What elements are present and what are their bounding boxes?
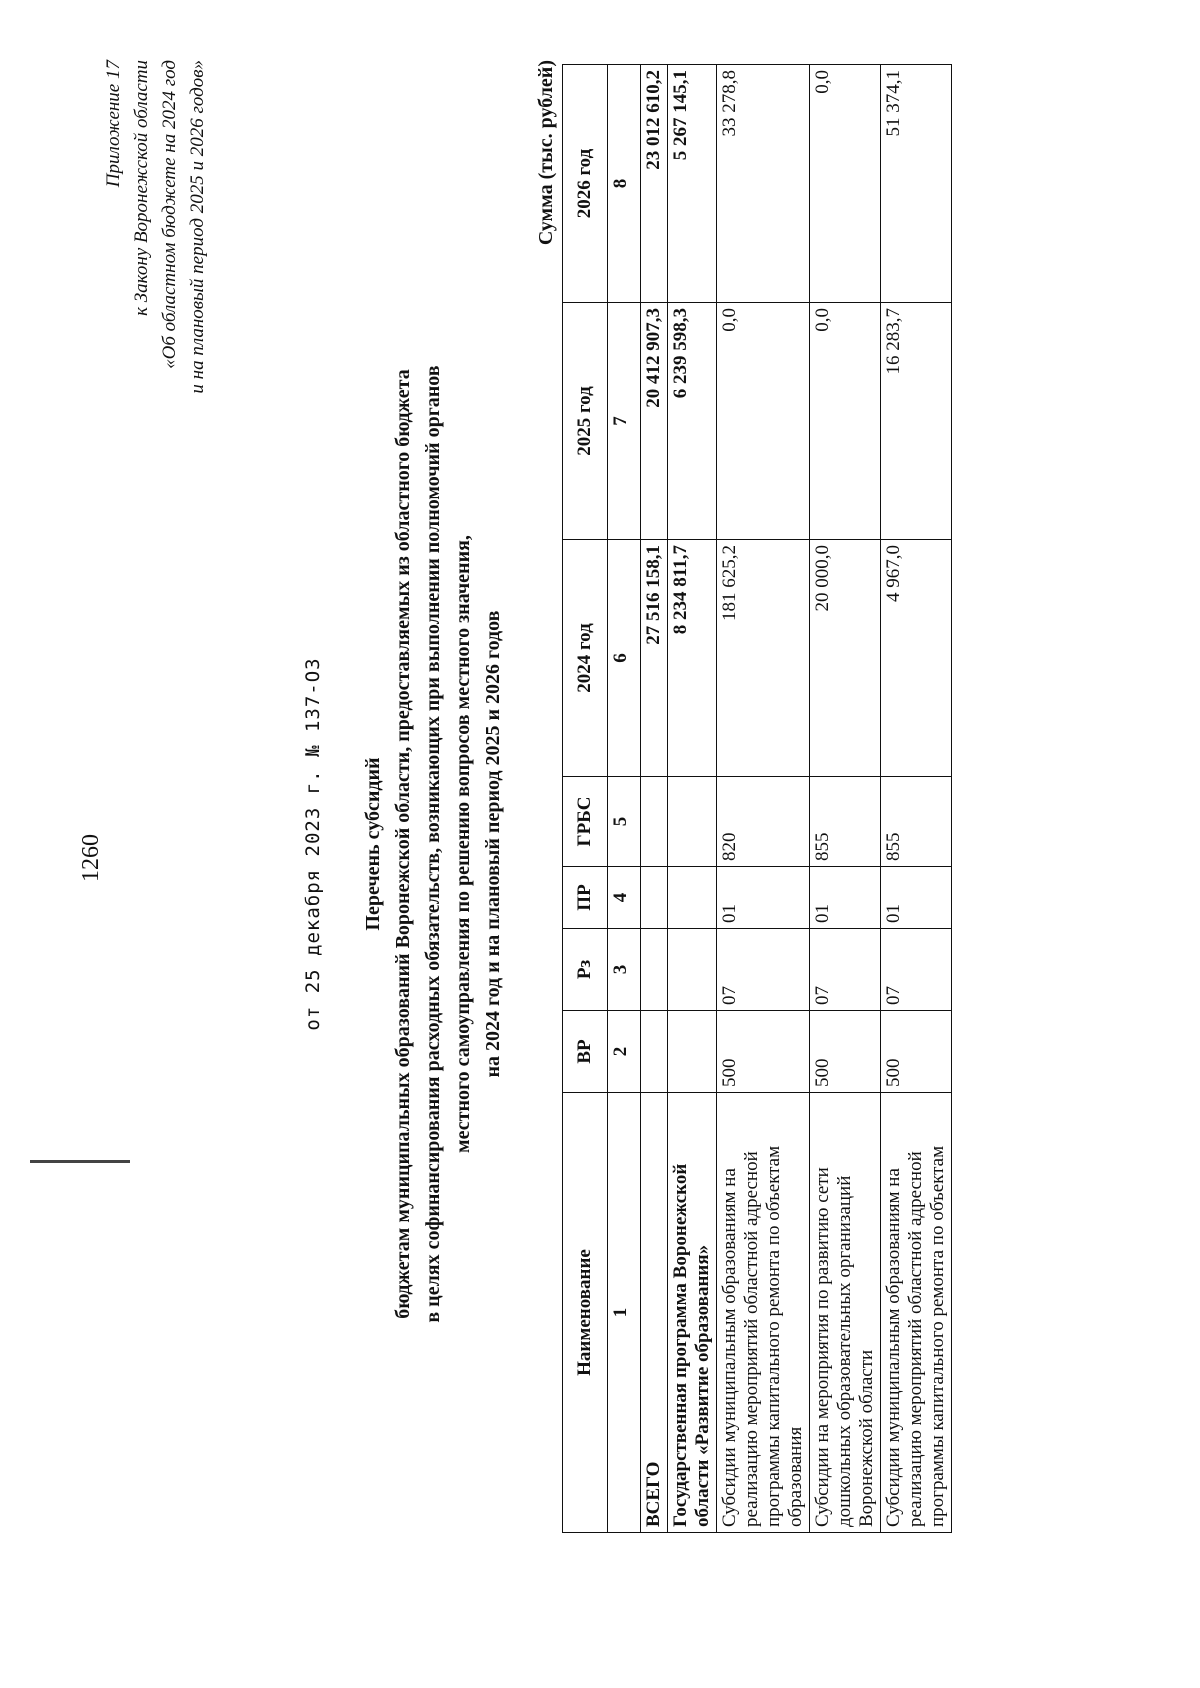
appendix-line-1: Приложение 17 — [103, 60, 124, 188]
row-name: Государственная программа Воронежской области «Развитие образования» — [668, 1093, 717, 1533]
header-name: Наименование — [563, 1093, 608, 1533]
title-line-2: бюджетам муниципальных образований Воронежской области, предоставляемых из областного бюджета — [392, 369, 414, 1319]
header-grbs: ГРБС — [563, 777, 608, 867]
row-amount-2026: 33 278,8 — [717, 65, 810, 303]
table-row — [881, 65, 952, 1533]
row-amount-2025: 20 412 907,3 — [641, 303, 668, 540]
row-vr — [641, 1011, 668, 1093]
row-amount-2025: 6 239 598,3 — [668, 303, 717, 540]
table-row-program — [668, 65, 717, 1533]
row-name: Субсидии муниципальным образованиям на реализацию мероприятий областной адресной программы капитального ремонта по объектам образования — [717, 1093, 810, 1533]
row-amount-2024: 4 967,0 — [881, 540, 952, 777]
title-line-5: на 2024 год и на плановый период 2025 и 2026 годов — [482, 610, 504, 1078]
header-row — [563, 65, 608, 1533]
column-number-row — [608, 65, 641, 1533]
title-line-3: в целях софинансирования расходных обязательств, возникающих при выполнении полномочий органов — [422, 365, 444, 1323]
row-amount-2025: 16 283,7 — [881, 303, 952, 540]
row-vr: 500 — [881, 1011, 952, 1093]
row-amount-2025: 0,0 — [717, 303, 810, 540]
title-line-4: местного самоуправления по решению вопросов местного значения, — [452, 535, 474, 1153]
header-rz: Рз — [563, 929, 608, 1011]
table-row — [717, 65, 810, 1533]
row-pr: 01 — [810, 867, 881, 929]
document-title — [358, 0, 508, 1688]
header-2025: 2025 год — [563, 303, 608, 540]
header-vr: ВР — [563, 1011, 608, 1093]
col-number: 4 — [608, 867, 641, 929]
row-pr: 01 — [717, 867, 810, 929]
header-pr: ПР — [563, 867, 608, 929]
row-grbs: 855 — [881, 777, 952, 867]
row-amount-2026: 0,0 — [810, 65, 881, 303]
row-vr: 500 — [810, 1011, 881, 1093]
row-amount-2025: 0,0 — [810, 303, 881, 540]
col-number: 3 — [608, 929, 641, 1011]
col-number: 6 — [608, 540, 641, 777]
col-number: 2 — [608, 1011, 641, 1093]
row-rz — [641, 929, 668, 1011]
appendix-line-4: и на плановый период 2025 и 2026 годов» — [187, 60, 208, 394]
appendix-note — [100, 60, 212, 394]
row-amount-2026: 23 012 610,2 — [641, 65, 668, 303]
row-rz: 07 — [881, 929, 952, 1011]
row-grbs — [668, 777, 717, 867]
row-pr: 01 — [881, 867, 952, 929]
table-row — [810, 65, 881, 1533]
row-pr — [668, 867, 717, 929]
row-amount-2024: 27 516 158,1 — [641, 540, 668, 777]
row-rz: 07 — [810, 929, 881, 1011]
appendix-line-3: «Об областном бюджете на 2024 год — [159, 60, 180, 369]
row-rz — [668, 929, 717, 1011]
row-name: ВСЕГО — [641, 1093, 668, 1533]
amount-unit-label: Сумма (тыс. рублей) — [535, 60, 557, 246]
row-vr: 500 — [717, 1011, 810, 1093]
appendix-line-2: к Закону Воронежской области — [131, 60, 152, 316]
col-number: 5 — [608, 777, 641, 867]
row-name: Субсидии муниципальным образованиям на реализацию мероприятий областной адресной программы капитального ремонта по объектам — [881, 1093, 952, 1533]
law-date-stamp: от 25 декабря 2023 г. № 137-ОЗ — [302, 657, 324, 1031]
subsidies-table — [562, 64, 952, 1533]
row-pr — [641, 867, 668, 929]
title-line-1: Перечень субсидий — [362, 757, 384, 931]
row-name: Субсидии на мероприятия по развитию сети дошкольных образовательных организаций Воронежской области — [810, 1093, 881, 1533]
row-amount-2024: 8 234 811,7 — [668, 540, 717, 777]
row-grbs: 820 — [717, 777, 810, 867]
col-number: 1 — [608, 1093, 641, 1533]
row-grbs: 855 — [810, 777, 881, 867]
header-2024: 2024 год — [563, 540, 608, 777]
row-amount-2024: 181 625,2 — [717, 540, 810, 777]
row-amount-2026: 5 267 145,1 — [668, 65, 717, 303]
row-rz: 07 — [717, 929, 810, 1011]
row-vr — [668, 1011, 717, 1093]
row-grbs — [641, 777, 668, 867]
col-number: 8 — [608, 65, 641, 303]
row-amount-2026: 51 374,1 — [881, 65, 952, 303]
row-amount-2024: 20 000,0 — [810, 540, 881, 777]
scan-edge-mark — [30, 1160, 130, 1163]
col-number: 7 — [608, 303, 641, 540]
header-2026: 2026 год — [563, 65, 608, 303]
table-row-total — [641, 65, 668, 1533]
page-number: 1260 — [78, 834, 104, 882]
